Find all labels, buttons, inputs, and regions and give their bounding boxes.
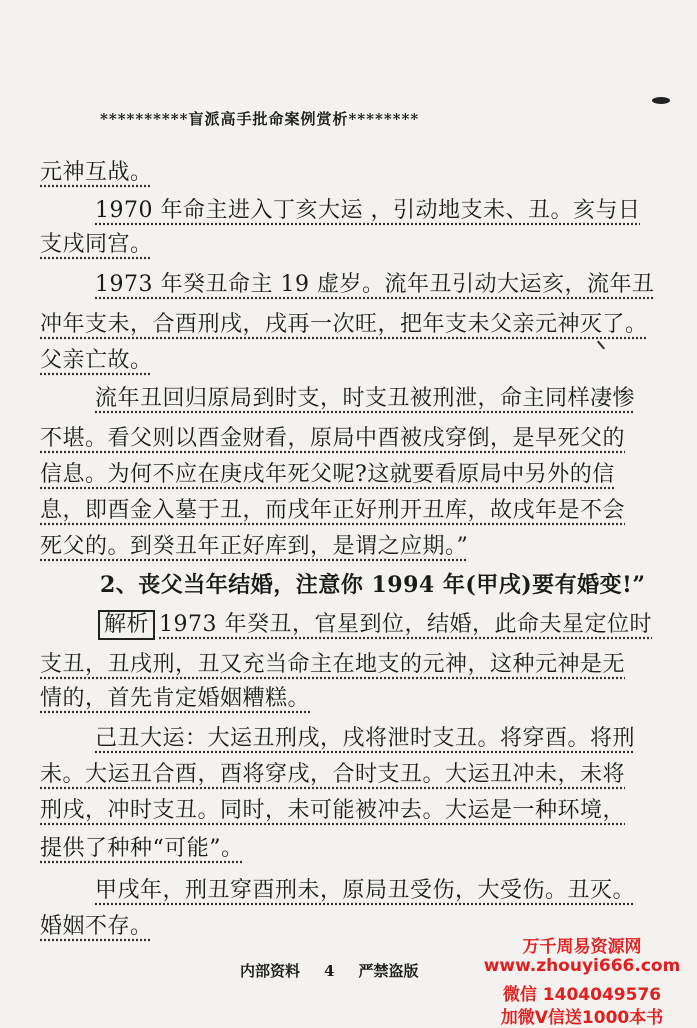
watermark-line: www.zhouyi666.com	[483, 956, 681, 976]
ink-tick	[597, 341, 605, 350]
text-line: 父亲亡故。	[40, 348, 153, 373]
text-line: 元神互战。	[40, 160, 153, 185]
ink-mark	[652, 97, 670, 104]
text-line: 未。大运丑合酉，酉将穿戌，合时支丑。大运丑冲未，未将	[40, 762, 626, 787]
text-line: 情的，首先肯定婚姻糟糕。	[40, 686, 311, 711]
text-line: 刑戌，冲时支丑。同时，未可能被冲去。大运是一种环境，	[40, 798, 626, 823]
text-line: 冲年支未，合酉刑戌，戌再一次旺，把年支未父亲元神灭了。	[40, 312, 648, 337]
analysis-label: 解析	[98, 610, 155, 640]
text-line: 1973 年癸丑命主 19 虚岁。流年丑引动大运亥，流年丑	[95, 272, 655, 297]
text-line: 支戌同宫。	[40, 232, 153, 257]
text-line: 1970 年命主进入丁亥大运 ，引动地支未、丑。亥与日	[95, 198, 641, 223]
page-header: **********盲派高手批命案例赏析********	[100, 110, 420, 128]
watermark-line: 万千周易资源网	[522, 937, 642, 957]
footer-right: 严禁盗版	[358, 962, 419, 980]
text-line: 不堪。看父则以酉金财看，原局中酉被戌穿倒，是早死父的	[40, 426, 626, 451]
text-line: 1973 年癸丑，官星到位，结婚，此命夫星定位时	[159, 612, 652, 637]
text-line: 支丑，丑戌刑，丑又充当命主在地支的元神，这种元神是无	[40, 652, 626, 677]
text-line: 流年丑回归原局到时支，时支丑被刑泄，命主同样凄惨	[95, 386, 636, 411]
text-line: 婚姻不存。	[40, 914, 153, 939]
page-number: 4	[324, 962, 335, 980]
text-line: 息，即酉金入墓于丑，而戌年正好刑开丑库，故戌年是不会	[40, 498, 626, 523]
text-line: 2、丧父当年结婚，注意你 1994 年(甲戌)要有婚变!”	[100, 572, 646, 598]
text-line: 信息。为何不应在庚戌年死父呢?这就要看原局中另外的信	[40, 462, 615, 487]
text-line: 提供了种种“可能”。	[40, 836, 244, 861]
watermark-line: 加微V信送1000本书	[500, 1008, 664, 1028]
text-line: 己丑大运：大运丑刑戌，戌将泄时支丑。将穿酉。将刑	[95, 726, 636, 751]
page-footer	[240, 960, 442, 981]
text-line: 死父的。到癸丑年正好库到，是谓之应期。”	[40, 534, 469, 559]
watermark-line: 微信 1404049576	[502, 985, 662, 1005]
text-line: 甲戌年，刑丑穿酉刑未，原局丑受伤，大受伤。丑灭。	[95, 878, 636, 903]
footer-left: 内部资料	[240, 962, 301, 980]
